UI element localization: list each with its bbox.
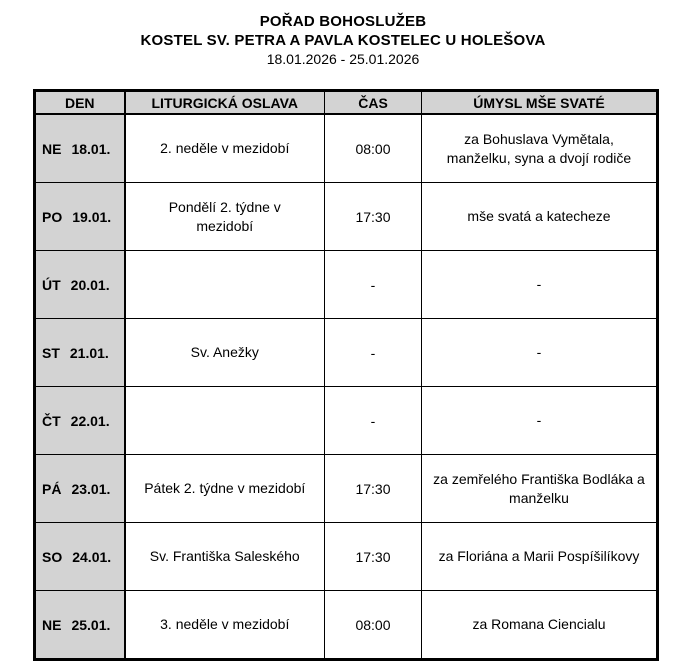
- day-date: 21.01.: [69, 344, 109, 361]
- column-header-time: ČAS: [325, 91, 422, 115]
- celebration-cell: Pátek 2. týdne v mezidobí: [125, 455, 325, 523]
- time-cell: -: [325, 319, 422, 387]
- day-cell: [35, 319, 125, 387]
- intention-cell: za Floriána a Marii Pospíšilíkovy: [422, 523, 658, 591]
- table-body: [35, 114, 658, 660]
- day-abbreviation: NE: [42, 140, 62, 157]
- time-cell: 17:30: [325, 183, 422, 251]
- column-header-intention: ÚMYSL MŠE SVATÉ: [422, 91, 658, 115]
- table-row: [35, 114, 658, 183]
- column-header-celebration: LITURGICKÁ OSLAVA: [125, 91, 325, 115]
- celebration-cell: Sv. Františka Saleského: [125, 523, 325, 591]
- table-row: [35, 523, 658, 591]
- day-date: 22.01.: [70, 412, 110, 429]
- document-title: POŘAD BOHOSLUŽEB: [259, 13, 427, 30]
- document-header: [0, 0, 686, 69]
- intention-cell: mše svatá a katecheze: [422, 183, 658, 251]
- time-cell: 17:30: [325, 523, 422, 591]
- day-abbreviation: PO: [42, 208, 63, 225]
- time-cell: 17:30: [325, 455, 422, 523]
- table-row: [35, 251, 658, 319]
- celebration-cell: 2. neděle v mezidobí: [125, 114, 325, 183]
- day-cell: [35, 183, 125, 251]
- intention-cell: -: [422, 387, 658, 455]
- table-row: [35, 455, 658, 523]
- table-row: [35, 387, 658, 455]
- day-abbreviation: ST: [42, 344, 60, 361]
- time-cell: 08:00: [325, 591, 422, 660]
- time-cell: 08:00: [325, 114, 422, 183]
- day-date: 24.01.: [72, 548, 112, 565]
- day-cell: [35, 114, 125, 183]
- column-header-day: DEN: [35, 91, 125, 115]
- day-date: 19.01.: [72, 208, 112, 225]
- day-date: 25.01.: [71, 616, 111, 633]
- day-cell: [35, 387, 125, 455]
- table-row: [35, 591, 658, 660]
- table-row: [35, 319, 658, 387]
- celebration-cell: [125, 387, 325, 455]
- intention-cell: za Romana Ciencialu: [422, 591, 658, 660]
- day-cell: [35, 523, 125, 591]
- day-abbreviation: ÚT: [42, 276, 61, 293]
- day-cell: [35, 251, 125, 319]
- day-date: 23.01.: [71, 480, 111, 497]
- day-abbreviation: NE: [42, 616, 62, 633]
- church-name: KOSTEL SV. PETRA A PAVLA KOSTELEC U HOLEŠOVA: [140, 32, 546, 49]
- day-date: 18.01.: [71, 140, 111, 157]
- intention-cell: za Bohuslava Vymětala, manželku, syna a dvojí rodiče: [422, 114, 658, 183]
- day-date: 20.01.: [70, 276, 110, 293]
- celebration-cell: Sv. Anežky: [125, 319, 325, 387]
- intention-cell: -: [422, 319, 658, 387]
- day-cell: [35, 455, 125, 523]
- schedule-table: [33, 89, 659, 661]
- date-range: 18.01.2026 - 25.01.2026: [266, 51, 420, 67]
- intention-cell: za zemřelého Františka Bodláka a manželku: [422, 455, 658, 523]
- day-abbreviation: PÁ: [42, 480, 62, 497]
- table-row: [35, 183, 658, 251]
- day-abbreviation: SO: [42, 548, 63, 565]
- day-abbreviation: ČT: [42, 412, 61, 429]
- celebration-cell: [125, 251, 325, 319]
- intention-cell: -: [422, 251, 658, 319]
- time-cell: -: [325, 387, 422, 455]
- celebration-cell: Pondělí 2. týdne v mezidobí: [125, 183, 325, 251]
- celebration-cell: 3. neděle v mezidobí: [125, 591, 325, 660]
- table-header-row: [35, 91, 658, 115]
- day-cell: [35, 591, 125, 660]
- time-cell: -: [325, 251, 422, 319]
